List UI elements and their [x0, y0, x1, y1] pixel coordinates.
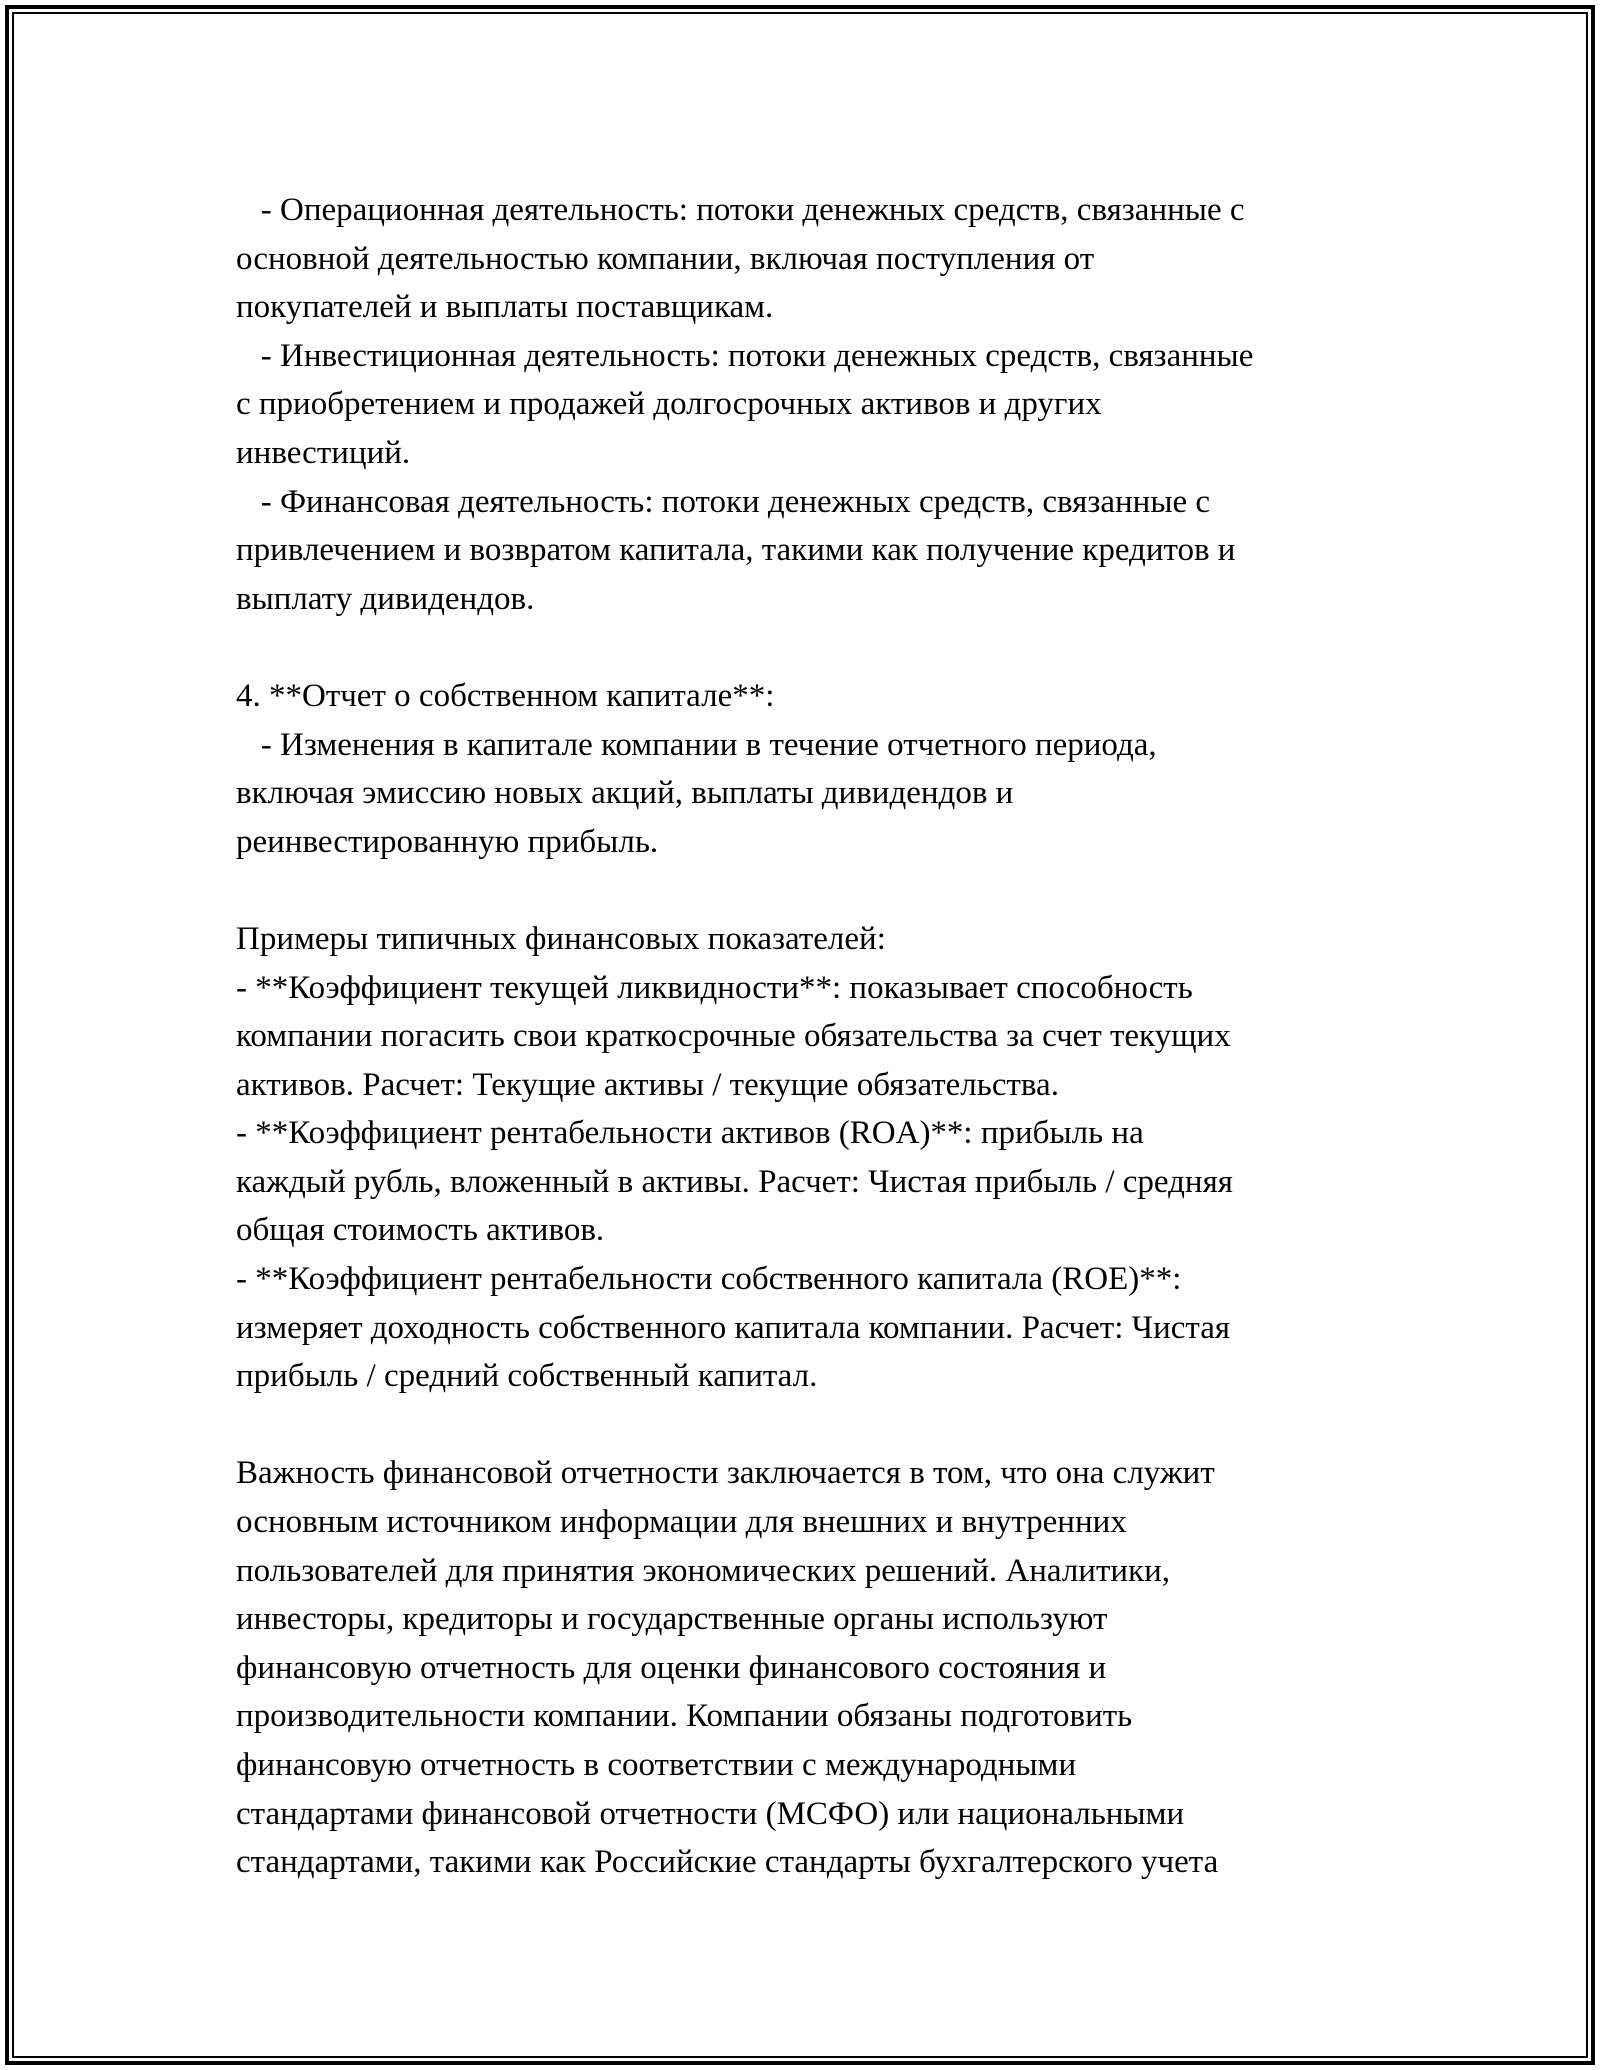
text-line: компании погасить свои краткосрочные обязательства за счет текущих — [236, 1018, 1231, 1055]
text-line: пользователей для принятия экономических решений. Аналитики, — [236, 1552, 1170, 1589]
text-line: включая эмиссию новых акций, выплаты дивидендов и — [236, 775, 1014, 812]
text-line: покупателей и выплаты поставщикам. — [236, 289, 774, 326]
text-line: финансовую отчетность в соответствии с международными — [236, 1747, 1077, 1783]
text-line: - Операционная деятельность: потоки денежных средств, связанные с — [236, 192, 1245, 228]
text-line: - Инвестиционная деятельность: потоки денежных средств, связанные — [236, 337, 1254, 374]
text-line: инвесторы, кредиторы и государственные органы используют — [236, 1601, 1108, 1638]
section-heading: 4. **Отчет о собственном капитале**: — [236, 677, 775, 714]
text-line: каждый рубль, вложенный в активы. Расчет: Чистая прибыль / средняя — [236, 1163, 1233, 1200]
text-line: с приобретением и продажей долгосрочных активов и других — [236, 386, 1102, 423]
text-line: - **Коэффициент рентабельности собственного капитала (ROE)**: — [236, 1261, 1182, 1298]
text-line: общая стоимость активов. — [236, 1212, 605, 1249]
text-line: - **Коэффициент рентабельности активов (ROA)**: прибыль на — [236, 1115, 1144, 1152]
text-line: производительности компании. Компании обязаны подготовить — [236, 1698, 1133, 1735]
document-body — [236, 186, 1381, 1887]
text-line: финансовую отчетность для оценки финансового состояния и — [236, 1649, 1107, 1686]
text-line: - **Коэффициент текущей ликвидности**: показывает способность — [236, 969, 1193, 1006]
text-line: прибыль / средний собственный капитал. — [236, 1358, 818, 1395]
text-line: стандартами, такими как Российские стандарты бухгалтерского учета — [236, 1844, 1219, 1881]
blank-line — [236, 623, 1381, 672]
blank-line — [236, 866, 1381, 915]
text-line: основной деятельностью компании, включая поступления от — [236, 240, 1095, 277]
text-line: инвестиций. — [236, 434, 411, 471]
text-line: выплату дивидендов. — [236, 580, 535, 617]
text-line: реинвестированную прибыль. — [236, 823, 659, 860]
text-line: стандартами финансовой отчетности (МСФО) или национальными — [236, 1795, 1185, 1832]
text-line: привлечением и возвратом капитала, такими как получение кредитов и — [236, 532, 1236, 569]
text-line: Важность финансовой отчетности заключается в том, что она служит — [236, 1455, 1215, 1492]
text-line: - Изменения в капитале компании в течение отчетного периода, — [236, 726, 1157, 763]
text-line: - Финансовая деятельность: потоки денежных средств, связанные с — [236, 483, 1211, 520]
subheading: Примеры типичных финансовых показателей: — [236, 920, 886, 957]
text-line: основным источником информации для внешних и внутренних — [236, 1504, 1127, 1541]
text-line: измеряет доходность собственного капитала компании. Расчет: Чистая — [236, 1309, 1231, 1346]
blank-line — [236, 1401, 1381, 1450]
text-line: активов. Расчет: Текущие активы / текущие обязательства. — [236, 1066, 1059, 1103]
